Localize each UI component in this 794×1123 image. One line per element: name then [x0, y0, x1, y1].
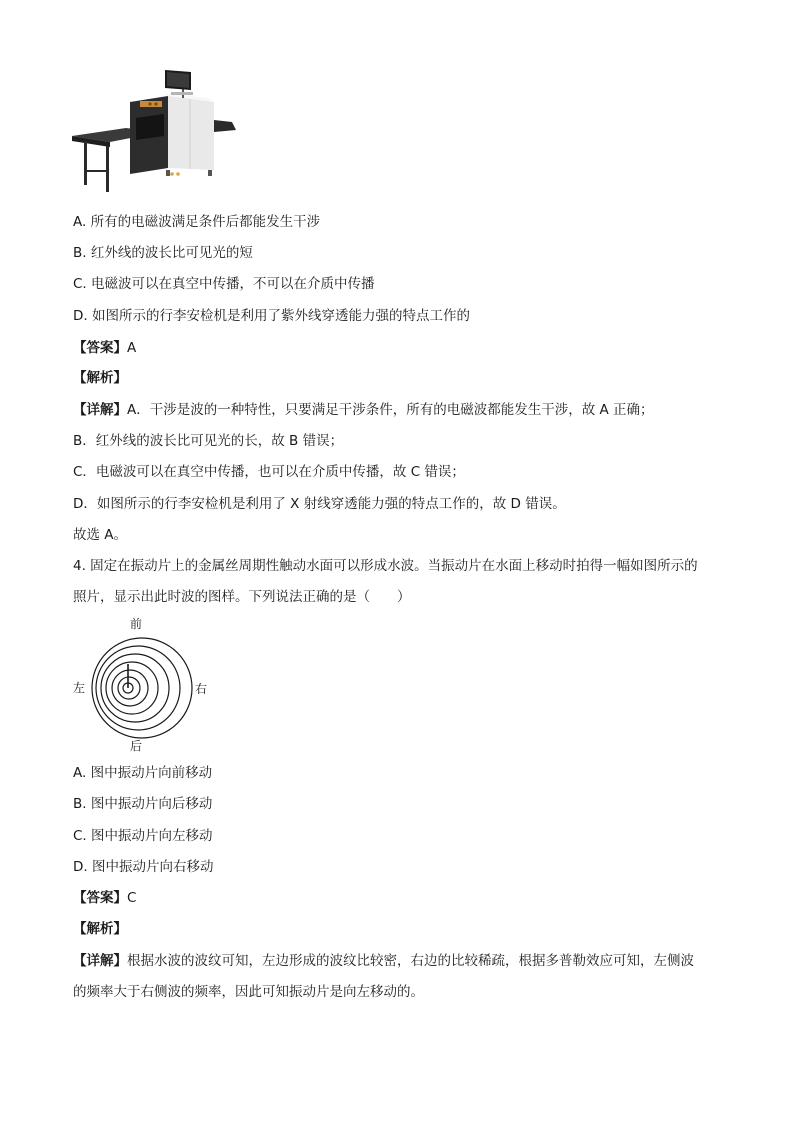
q3-answer-value: A — [127, 340, 137, 356]
label-front: 前 — [129, 617, 143, 631]
q4-stem-line-2: 照片，显示出此时波的图样。下列说法正确的是（ ） — [73, 589, 411, 605]
wave-ring — [101, 654, 169, 722]
label-back: 后 — [129, 739, 143, 753]
q3-option-c: C. 电磁波可以在真空中传播，不可以在介质中传播 — [73, 276, 375, 292]
xray-baggage-scanner-icon — [70, 70, 240, 195]
q3-detail-text-1: A．干涉是波的一种特性，只要满足干涉条件，所有的电磁波都能发生干涉，故 A 正确； — [127, 402, 654, 418]
q4-option-b: B. 图中振动片向后移动 — [73, 796, 213, 812]
q3-answer-label: 【答案】 — [73, 340, 127, 356]
q4-option-c: C. 图中振动片向左移动 — [73, 828, 213, 844]
wave-rings — [92, 638, 192, 738]
q4-answer — [73, 888, 136, 908]
q3-detail-4: D．如图所示的行李安检机是利用了 X 射线穿透能力强的特点工作的，故 D 错误。 — [73, 496, 566, 512]
q3-detail-1 — [73, 400, 654, 420]
q4-option-d: D. 图中振动片向右移动 — [73, 859, 214, 875]
q4-detail-1 — [73, 951, 694, 971]
wave-ring — [92, 638, 192, 738]
q4-detail-2: 的频率大于右侧波的频率，因此可知振动片是向左移动的。 — [73, 984, 424, 1000]
q3-detail-label: 【详解】 — [73, 402, 127, 418]
q4-detail-text-1: 根据水波的波纹可知，左边形成的波纹比较密，右边的比较稀疏，根据多普勒效应可知，左侧波 — [127, 953, 694, 969]
q3-detail-3: C．电磁波可以在真空中传播，也可以在介质中传播，故 C 错误； — [73, 464, 465, 480]
label-left: 左 — [72, 681, 86, 695]
wave-ring — [96, 646, 180, 730]
water-wave-diagram — [64, 612, 224, 754]
q4-option-a: A. 图中振动片向前移动 — [73, 765, 213, 781]
q3-answer — [73, 338, 136, 358]
q4-answer-label: 【答案】 — [73, 890, 127, 906]
q3-detail-2: B．红外线的波长比可见光的长，故 B 错误； — [73, 433, 344, 449]
label-right: 右 — [194, 682, 208, 696]
q3-option-d: D. 如图所示的行李安检机是利用了紫外线穿透能力强的特点工作的 — [73, 308, 470, 324]
q4-stem-line-1: 4. 固定在振动片上的金属丝周期性触动水面可以形成水波。当振动片在水面上移动时拍得一幅如图所示的 — [73, 558, 698, 574]
q4-analysis-label: 【解析】 — [73, 921, 127, 937]
q4-answer-value: C — [127, 890, 137, 906]
q3-option-a: A. 所有的电磁波满足条件后都能发生干涉 — [73, 214, 321, 230]
q4-detail-label: 【详解】 — [73, 953, 127, 969]
q3-analysis-label: 【解析】 — [73, 370, 127, 386]
q3-option-b: B. 红外线的波长比可见光的短 — [73, 245, 253, 261]
wave-ring — [118, 677, 140, 699]
q3-conclusion: 故选 A。 — [73, 527, 128, 543]
